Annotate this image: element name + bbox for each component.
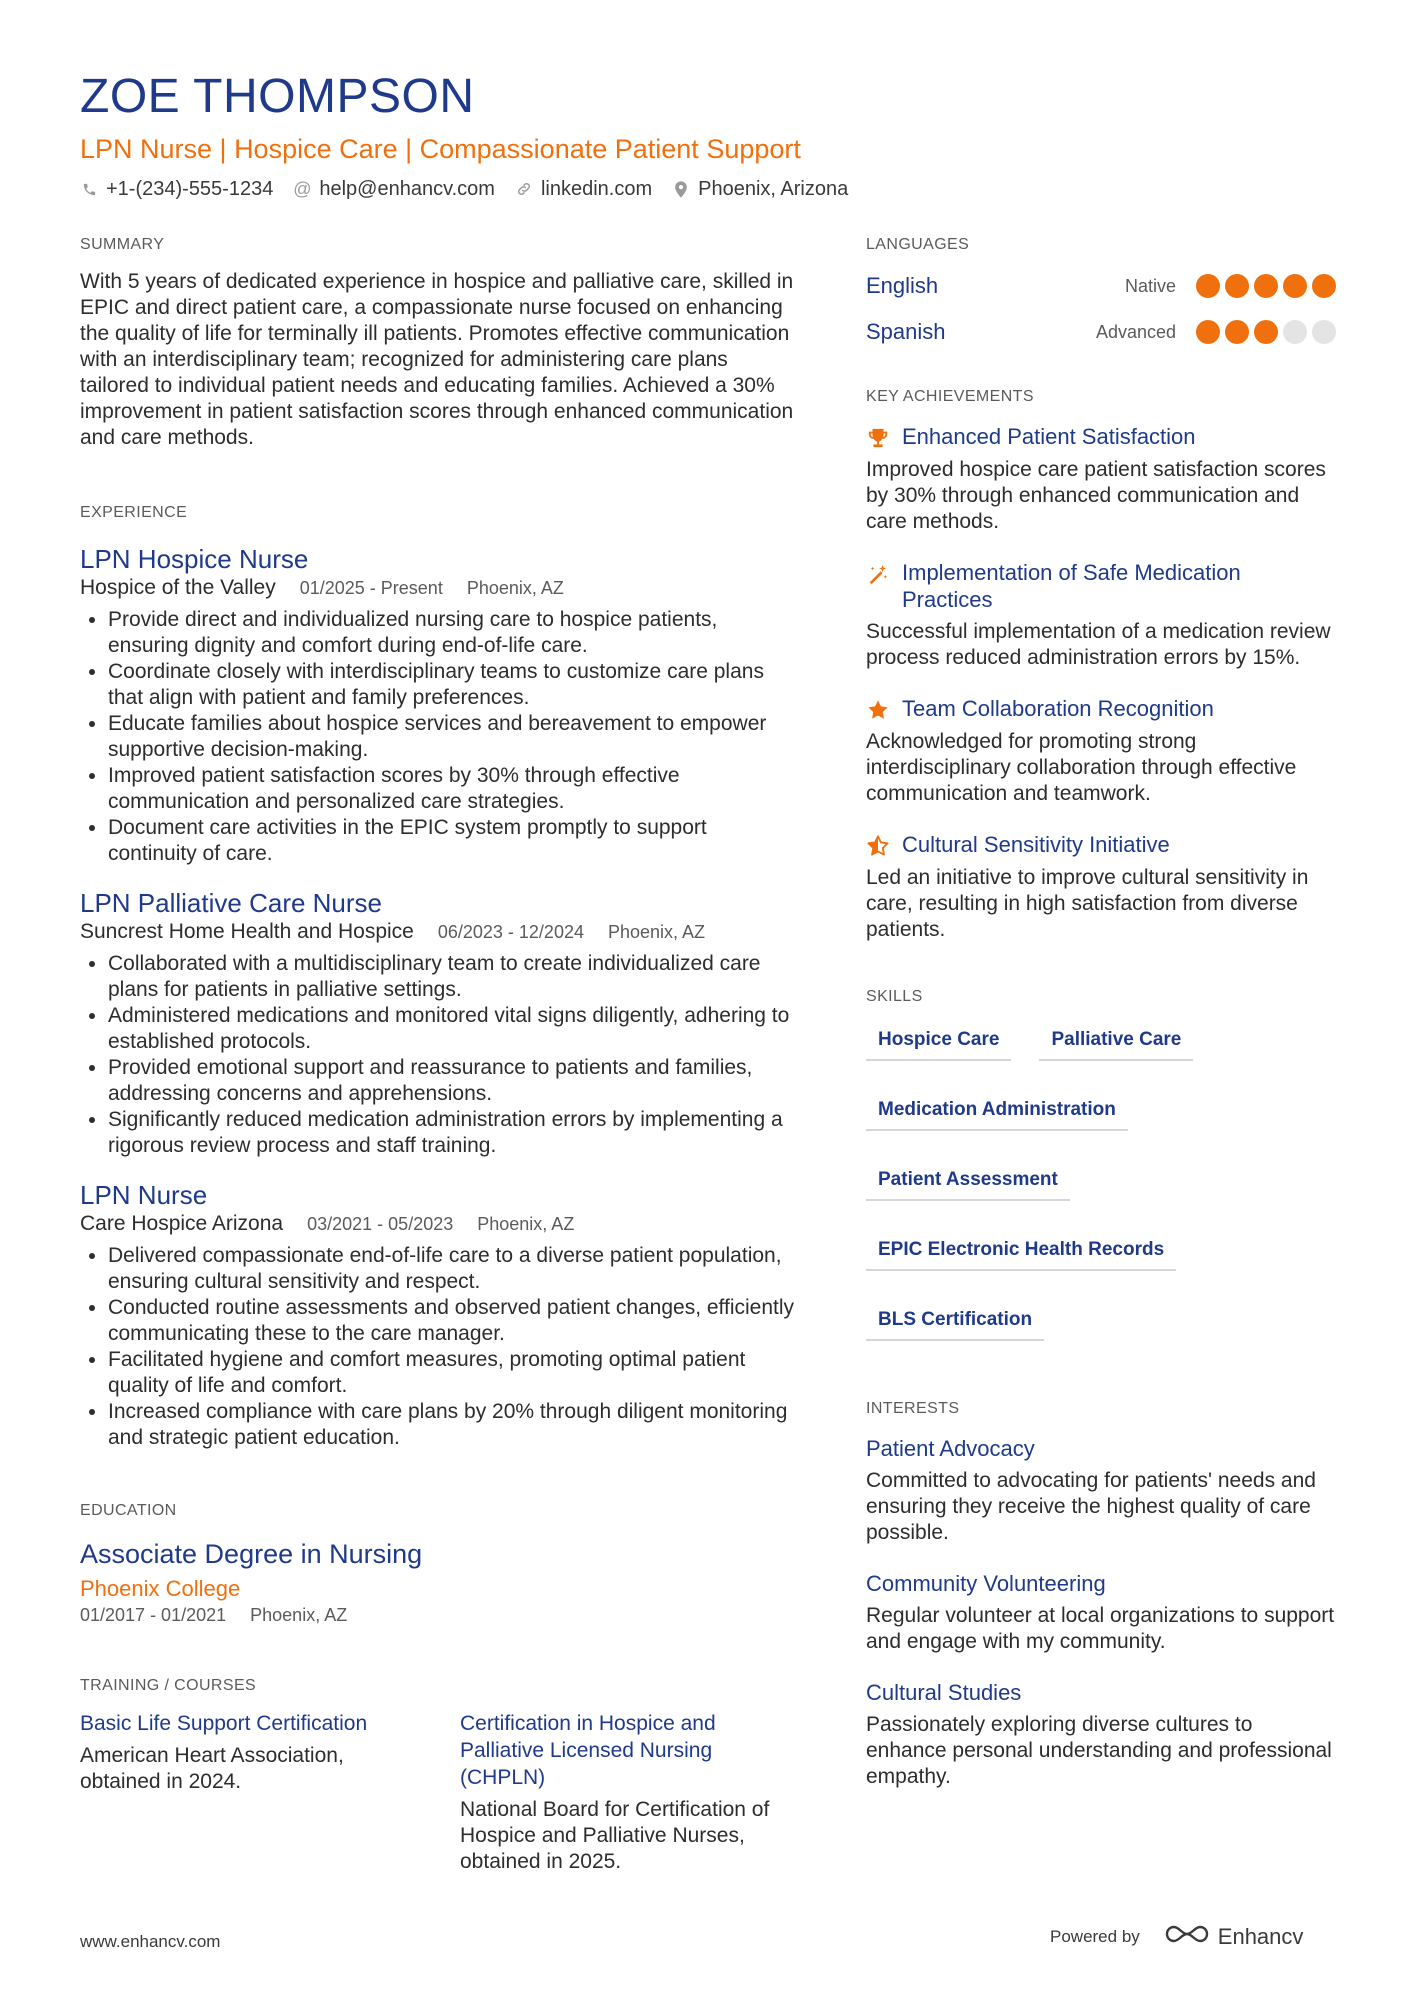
trophy-icon: [866, 425, 890, 451]
bullet-item: • Coordinate closely with interdisciplinary teams to customize care plans that align with patient and family preferences.: [108, 659, 800, 711]
language-name: English: [866, 273, 939, 298]
course-description: National Board for Certification of Hospice and Palliative Nurses, obtained in 2025.: [460, 1798, 770, 1873]
interests-section: [866, 1399, 1336, 1790]
achievement-title: Implementation of Safe Medication Practices: [902, 560, 1241, 612]
language-level: Advanced: [1095, 321, 1176, 342]
education-location: Phoenix, AZ: [250, 1605, 348, 1625]
brand-logo[interactable]: [1164, 1922, 1304, 1952]
interest-title: Patient Advocacy: [866, 1436, 1035, 1461]
job-location: Phoenix, AZ: [607, 922, 706, 942]
interest-description: Committed to advocating for patients' needs and ensuring they receive the highest quality of care possible.: [866, 1469, 1316, 1544]
course-list: [80, 1710, 800, 1875]
achievement-entry: [866, 831, 1336, 943]
achievement-header: [866, 831, 1336, 859]
rating-dot-filled: [1312, 274, 1336, 298]
course-entry: [460, 1710, 800, 1875]
section-heading: KEY ACHIEVEMENTS: [866, 388, 1034, 405]
contact-phone: [80, 176, 273, 202]
job-location: Phoenix, AZ: [466, 578, 564, 598]
job-dates: 06/2023 - 12/2024: [437, 922, 584, 942]
achievement-title: Cultural Sensitivity Initiative: [902, 832, 1170, 857]
bullet-item: • Improved patient satisfaction scores by 30% through effective communication and personalized care strategies.: [108, 763, 800, 815]
bullet-item: • Educate families about hospice services and bereavement to empower supportive decision-making.: [108, 711, 800, 763]
wand-icon: [866, 561, 890, 587]
language-row: [866, 271, 1336, 301]
interest-description: Passionately exploring diverse cultures to enhance personal understanding and professional empathy.: [866, 1713, 1332, 1788]
education-meta: [80, 1605, 800, 1626]
interest-title: Community Volunteering: [866, 1571, 1106, 1596]
skill-tag: BLS Certification: [866, 1303, 1044, 1341]
achievement-description: Acknowledged for promoting strong interdisciplinary collaboration through effective communication and teamwork.: [866, 730, 1297, 805]
achievement-header: [866, 695, 1336, 723]
footer-branding: [1050, 1922, 1303, 1952]
achievements-section: [866, 387, 1336, 943]
course-title: Basic Life Support Certification: [80, 1712, 368, 1735]
achievement-description: Led an initiative to improve cultural sensitivity in care, resulting in high satisfaction from diverse patients.: [866, 866, 1309, 941]
achievement-entry: [866, 423, 1336, 535]
bullet-item: • Administered medications and monitored vital signs diligently, adhering to established protocols.: [108, 1003, 800, 1055]
rating-dot-filled: [1283, 274, 1307, 298]
course-description: American Heart Association, obtained in 2024.: [80, 1744, 344, 1793]
language-rating: [1196, 320, 1336, 344]
degree-title: Associate Degree in Nursing: [80, 1539, 423, 1569]
languages-section: [866, 235, 1336, 347]
rating-dot-filled: [1254, 274, 1278, 298]
enhancv-logo-icon: [1164, 1922, 1210, 1952]
achievement-header: [866, 423, 1336, 451]
footer-website[interactable]: www.enhancv.com: [80, 1932, 221, 1951]
bullet-item: • Facilitated hygiene and comfort measures, promoting optimal patient quality of life and comfort.: [108, 1347, 800, 1399]
location-pin-icon: [672, 180, 690, 198]
achievement-title: Team Collaboration Recognition: [902, 696, 1214, 721]
interest-entry: [866, 1435, 1336, 1546]
bullet-item: • Conducted routine assessments and observed patient changes, efficiently communicating these to the care manager.: [108, 1295, 800, 1347]
linkedin-text[interactable]: linkedin.com: [540, 178, 653, 200]
contact-linkedin[interactable]: [515, 176, 652, 202]
job-entry: [80, 887, 800, 1159]
rating-dot-empty: [1283, 320, 1307, 344]
job-bullets: [80, 607, 800, 867]
job-bullets: [80, 951, 800, 1159]
achievement-description: Improved hospice care patient satisfaction scores by 30% through enhanced communication and care methods.: [866, 458, 1326, 533]
training-section: [80, 1676, 800, 1875]
summary-text: With 5 years of dedicated experience in hospice and palliative care, skilled in EPIC and direct patient care, a compassionate nurse focused on enhancing the quality of life for terminally ill patients. Promotes effective communication with an interdisciplinary team; recognized for administering care plans tailored to individual patient needs and educating families. Achieved a 30% improvement in patient satisfaction scores through enhanced communication and care methods.: [80, 270, 794, 449]
course-entry: [80, 1710, 420, 1875]
experience-section: [80, 503, 800, 1451]
contact-row: [80, 176, 1330, 202]
language-level: Native: [1124, 275, 1176, 296]
company-name: Hospice of the Valley: [80, 576, 276, 599]
section-heading: INTERESTS: [866, 1400, 960, 1417]
interest-description: Regular volunteer at local organizations to support and engage with my community.: [866, 1604, 1335, 1653]
course-title: Certification in Hospice and Palliative Licensed Nursing (CHPLN): [460, 1712, 716, 1789]
bullet-item: • Collaborated with a multidisciplinary team to create individualized care plans for patients in palliative settings.: [108, 951, 800, 1003]
rating-dot-filled: [1196, 320, 1220, 344]
section-heading: EXPERIENCE: [80, 504, 188, 521]
link-icon: [515, 180, 533, 198]
job-meta: [80, 575, 800, 601]
phone-icon: [80, 180, 98, 198]
rating-dot-filled: [1225, 274, 1249, 298]
rating-dot-filled: [1196, 274, 1220, 298]
bullet-item: • Significantly reduced medication administration errors by implementing a rigorous review process and staff training.: [108, 1107, 800, 1159]
candidate-title: LPN Nurse | Hospice Care | Compassionate Patient Support: [80, 134, 801, 164]
email-text[interactable]: help@enhancv.com: [319, 178, 495, 200]
contact-location: [672, 176, 848, 202]
bullet-item: • Increased compliance with care plans by 20% through diligent monitoring and strategic patient education.: [108, 1399, 800, 1451]
skills-section: [866, 987, 1336, 1341]
company-name: Care Hospice Arizona: [80, 1212, 284, 1235]
rating-dot-filled: [1225, 320, 1249, 344]
section-heading: SKILLS: [866, 988, 923, 1005]
education-dates: 01/2017 - 01/2021: [80, 1605, 227, 1625]
skill-tag: Patient Assessment: [866, 1163, 1070, 1201]
skill-tag: Medication Administration: [866, 1093, 1128, 1131]
achievement-entry: [866, 695, 1336, 807]
job-meta: [80, 919, 800, 945]
resume-header: [80, 68, 1330, 202]
job-dates: 03/2021 - 05/2023: [307, 1214, 454, 1234]
section-heading: EDUCATION: [80, 1502, 177, 1519]
location-text: Phoenix, Arizona: [698, 178, 849, 200]
job-title: LPN Palliative Care Nurse: [80, 888, 383, 918]
education-section: [80, 1501, 800, 1626]
left-column: [80, 235, 800, 1875]
bullet-item: • Provide direct and individualized nursing care to hospice patients, ensuring dignity and comfort during end-of-life care.: [108, 607, 800, 659]
rating-dot-empty: [1312, 320, 1336, 344]
bullet-item: • Delivered compassionate end-of-life care to a diverse patient population, ensuring cultural sensitivity and respect.: [108, 1243, 800, 1295]
phone-text: +1-(234)-555-1234: [106, 178, 274, 200]
achievement-header: [866, 559, 1336, 613]
job-entry: [80, 543, 800, 867]
job-location: Phoenix, AZ: [477, 1214, 575, 1234]
summary-section: [80, 235, 800, 451]
skill-tag: EPIC Electronic Health Records: [866, 1233, 1176, 1271]
interest-entry: [866, 1570, 1336, 1655]
bullet-item: • Document care activities in the EPIC system promptly to support continuity of care.: [108, 815, 800, 867]
star-icon: [866, 697, 890, 723]
job-title: LPN Hospice Nurse: [80, 544, 309, 574]
right-column: [866, 235, 1336, 1790]
section-heading: TRAINING / COURSES: [80, 1677, 257, 1694]
candidate-name: ZOE THOMPSON: [80, 70, 475, 123]
language-name: Spanish: [866, 319, 946, 344]
skill-tag: Palliative Care: [1039, 1023, 1193, 1061]
achievement-description: Successful implementation of a medication review process reduced administration errors by 15%.: [866, 620, 1331, 669]
at-icon: @: [293, 179, 312, 199]
rating-dot-filled: [1254, 320, 1278, 344]
job-title: LPN Nurse: [80, 1180, 208, 1210]
achievement-entry: [866, 559, 1336, 671]
language-rating: [1196, 274, 1336, 298]
achievement-title: Enhanced Patient Satisfaction: [902, 424, 1196, 449]
powered-by-text: Powered by: [1050, 1927, 1140, 1946]
section-heading: SUMMARY: [80, 236, 165, 253]
language-row: [866, 317, 1336, 347]
company-name: Suncrest Home Health and Hospice: [80, 920, 414, 943]
half-star-icon: [866, 833, 890, 859]
job-bullets: [80, 1243, 800, 1451]
contact-email[interactable]: [293, 176, 495, 202]
job-dates: 01/2025 - Present: [299, 578, 443, 598]
school-name: Phoenix College: [80, 1576, 241, 1601]
section-heading: LANGUAGES: [866, 236, 970, 253]
bullet-item: • Provided emotional support and reassurance to patients and families, addressing concerns and apprehensions.: [108, 1055, 800, 1107]
interest-title: Cultural Studies: [866, 1680, 1022, 1705]
job-entry: [80, 1179, 800, 1451]
job-meta: [80, 1211, 800, 1237]
skill-tag: Hospice Care: [866, 1023, 1011, 1061]
interest-entry: [866, 1679, 1336, 1790]
brand-name: Enhancv: [1217, 1924, 1304, 1949]
skill-list: [866, 1023, 1336, 1341]
